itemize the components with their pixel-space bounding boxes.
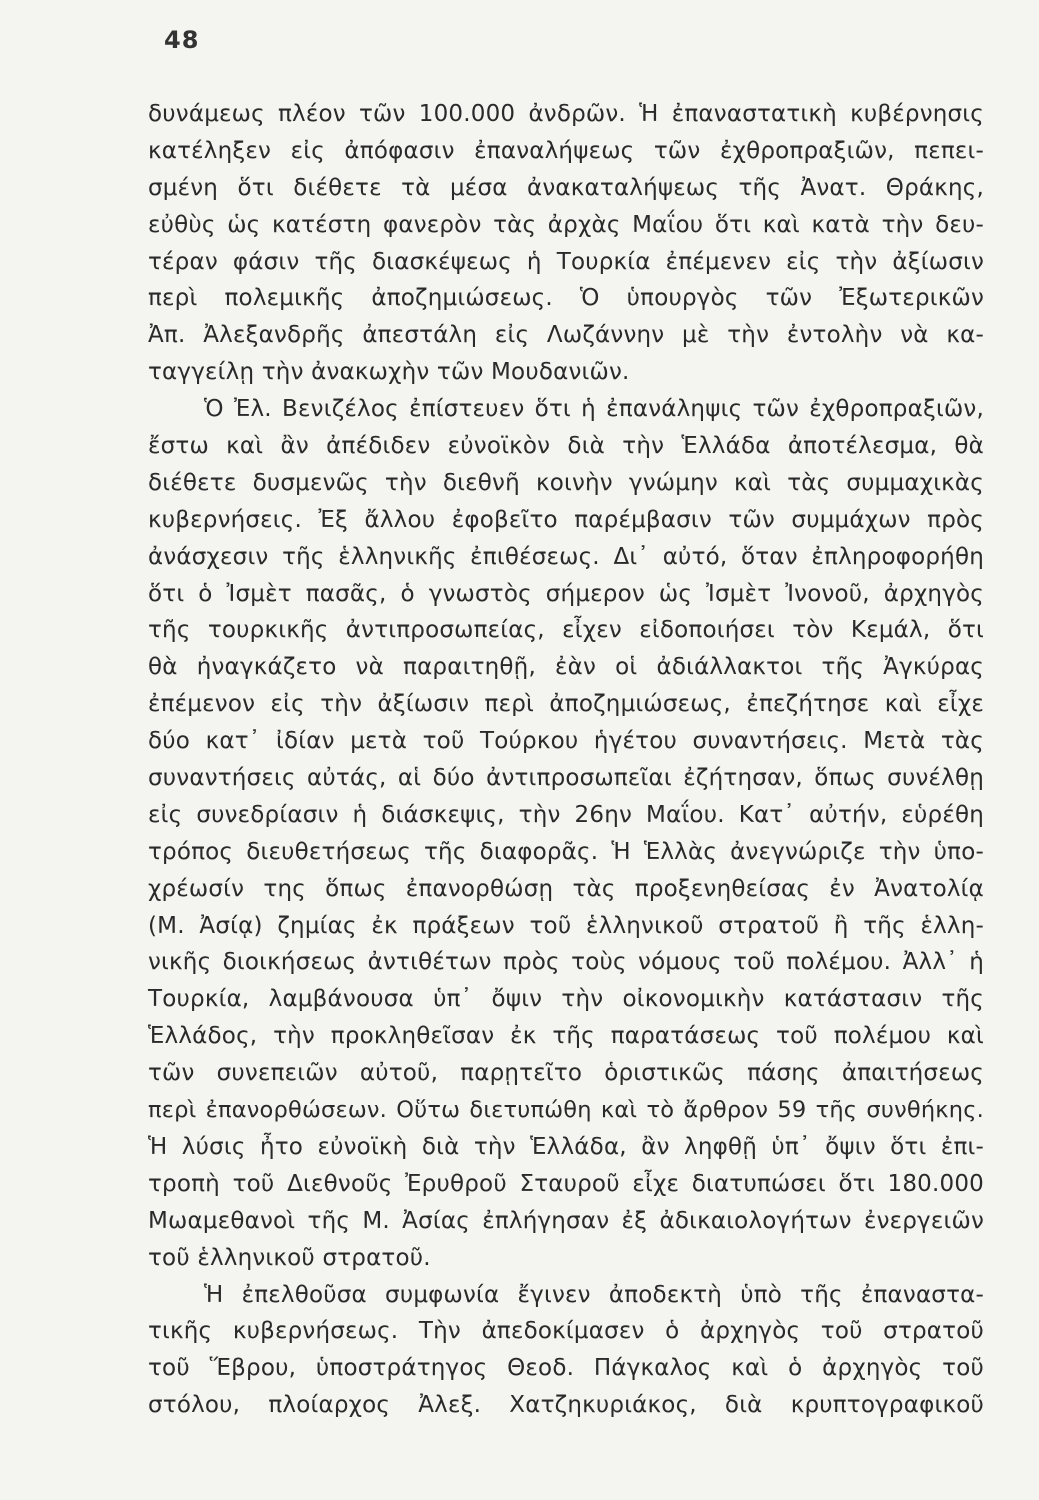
text-line: κυβερνήσεις. Ἐξ ἄλλου ἐφοβεῖτο παρέμβασιν τῶν συμμάχων πρὸς bbox=[148, 506, 984, 533]
text-line: ἀνάσχεσιν τῆς ἑλληνικῆς ἐπιθέσεως. Δι᾽ αὐτό, ὅταν ἐπληροφορήθη bbox=[148, 543, 984, 570]
text-line: Ἑλλάδος, τὴν προκληθεῖσαν ἐκ τῆς παρατάσεως τοῦ πολέμου καὶ bbox=[148, 1023, 984, 1050]
text-line: περὶ πολεμικῆς ἀποζημιώσεως. Ὁ ὑπουργὸς τῶν Ἐξωτερικῶν bbox=[148, 285, 984, 312]
page-number: 48 bbox=[164, 26, 200, 54]
text-line: εὐθὺς ὡς κατέστη φανερὸν τὰς ἀρχὰς Μαΐου ὅτι καὶ κατὰ τὴν δευ- bbox=[148, 211, 984, 238]
text-line: δυνάμεως πλέον τῶν 100.000 ἀνδρῶν. Ἡ ἐπαναστατικὴ κυβέρνησις bbox=[148, 101, 984, 127]
text-line: νικῆς διοικήσεως ἀντιθέτων πρὸς τοὺς νόμους τοῦ πολέμου. Ἀλλ᾽ ἡ bbox=[148, 949, 984, 976]
text-line: ὅτι ὁ Ἰσμὲτ πασᾶς, ὁ γνωστὸς σήμερον ὡς Ἰσμὲτ Ἰνονοῦ, ἀρχηγὸς bbox=[148, 580, 984, 607]
text-line: τῶν συνεπειῶν αὐτοῦ, παρῃτεῖτο ὁριστικῶς πάσης ἀπαιτήσεως bbox=[148, 1060, 984, 1087]
text-line: (Μ. Ἀσίᾳ) ζημίας ἐκ πράξεων τοῦ ἑλληνικοῦ στρατοῦ ἢ τῆς ἑλλη- bbox=[148, 912, 984, 939]
text-line: Τουρκία, λαμβάνουσα ὑπ᾽ ὄψιν τὴν οἰκονομικὴν κατάστασιν τῆς bbox=[148, 986, 984, 1013]
text-line: Ἡ ἐπελθοῦσα συμφωνία ἔγινεν ἀποδεκτὴ ὑπὸ τῆς ἐπαναστα- bbox=[204, 1281, 984, 1308]
text-line: περὶ ἐπανορθώσεων. Οὕτω διετυπώθη καὶ τὸ ἄρθρον 59 τῆς συνθήκης. bbox=[148, 1097, 984, 1124]
text-line: Ἀπ. Ἀλεξανδρῆς ἀπεστάλη εἰς Λωζάννην μὲ τὴν ἐντολὴν νὰ κα- bbox=[148, 322, 984, 349]
text-line: σμένη ὅτι διέθετε τὰ μέσα ἀνακαταλήψεως τῆς Ἀνατ. Θράκης, bbox=[148, 174, 984, 201]
text-line: τῆς τουρκικῆς ἀντιπροσωπείας, εἶχεν εἰδοποιήσει τὸν Κεμάλ, ὅτι bbox=[148, 617, 984, 644]
text-line: Ἡ λύσις ἦτο εὐνοϊκὴ διὰ τὴν Ἑλλάδα, ἂν ληφθῇ ὑπ᾽ ὄψιν ὅτι ἐπι- bbox=[148, 1133, 984, 1160]
text-line: εἰς συνεδρίασιν ἡ διάσκεψις, τὴν 26ην Μαΐου. Κατ᾽ αὐτήν, εὑρέθη bbox=[148, 801, 984, 828]
text-line: τροπὴ τοῦ Διεθνοῦς Ἐρυθροῦ Σταυροῦ εἶχε διατυπώσει ὅτι 180.000 bbox=[148, 1170, 984, 1197]
text-line: ἔστω καὶ ἂν ἀπέδιδεν εὐνοϊκὸν διὰ τὴν Ἑλλάδα ἀποτέλεσμα, θὰ bbox=[148, 433, 984, 460]
text-line: τοῦ Ἕβρου, ὑποστράτηγος Θεοδ. Πάγκαλος καὶ ὁ ἀρχηγὸς τοῦ bbox=[148, 1355, 984, 1382]
text-line: ἐπέμενον εἰς τὴν ἀξίωσιν περὶ ἀποζημιώσεως, ἐπεζήτησε καὶ εἶχε bbox=[148, 691, 984, 718]
text-line: τικῆς κυβερνήσεως. Τὴν ἀπεδοκίμασεν ὁ ἀρχηγὸς τοῦ στρατοῦ bbox=[148, 1318, 984, 1345]
text-line: δύο κατ᾽ ἰδίαν μετὰ τοῦ Τούρκου ἡγέτου συναντήσεις. Μετὰ τὰς bbox=[148, 728, 984, 755]
text-line: χρέωσίν της ὅπως ἐπανορθώσῃ τὰς προξενηθείσας ἐν Ἀνατολίᾳ bbox=[148, 875, 984, 902]
text-line: θὰ ἠναγκάζετο νὰ παραιτηθῇ, ἐὰν οἱ ἀδιάλλακτοι τῆς Ἀγκύρας bbox=[148, 654, 984, 681]
text-line: τέραν φάσιν τῆς διασκέψεως ἡ Τουρκία ἐπέμενεν εἰς τὴν ἀξίωσιν bbox=[148, 248, 984, 275]
text-line: τοῦ ἑλληνικοῦ στρατοῦ. bbox=[148, 1244, 431, 1271]
text-line: συναντήσεις αὐτάς, αἱ δύο ἀντιπροσωπεῖαι ἐζήτησαν, ὅπως συνέλθῃ bbox=[148, 765, 984, 792]
text-line: Ὁ Ἐλ. Βενιζέλος ἐπίστευεν ὅτι ἡ ἐπανάληψις τῶν ἐχθροπραξιῶν, bbox=[204, 396, 984, 423]
text-line: διέθετε δυσμενῶς τὴν διεθνῆ κοινὴν γνώμην καὶ τὰς συμμαχικὰς bbox=[148, 469, 984, 496]
text-line: Μωαμεθανοὶ τῆς Μ. Ἀσίας ἐπλήγησαν ἐξ ἀδικαιολογήτων ἐνεργειῶν bbox=[148, 1207, 984, 1234]
text-line: στόλου, πλοίαρχος Ἀλεξ. Χατζηκυριάκος, διὰ κρυπτογραφικοῦ bbox=[148, 1392, 984, 1419]
text-line: κατέληξεν εἰς ἀπόφασιν ἐπαναλήψεως τῶν ἐχθροπραξιῶν, πεπει- bbox=[148, 137, 984, 164]
text-line: τρόπος διευθετήσεως τῆς διαφορᾶς. Ἡ Ἑλλὰς ἀνεγνώριζε τὴν ὑπο- bbox=[148, 838, 984, 865]
body-text bbox=[148, 96, 984, 1424]
text-line: ταγγείλῃ τὴν ἀνακωχὴν τῶν Μουδανιῶν. bbox=[148, 359, 630, 386]
